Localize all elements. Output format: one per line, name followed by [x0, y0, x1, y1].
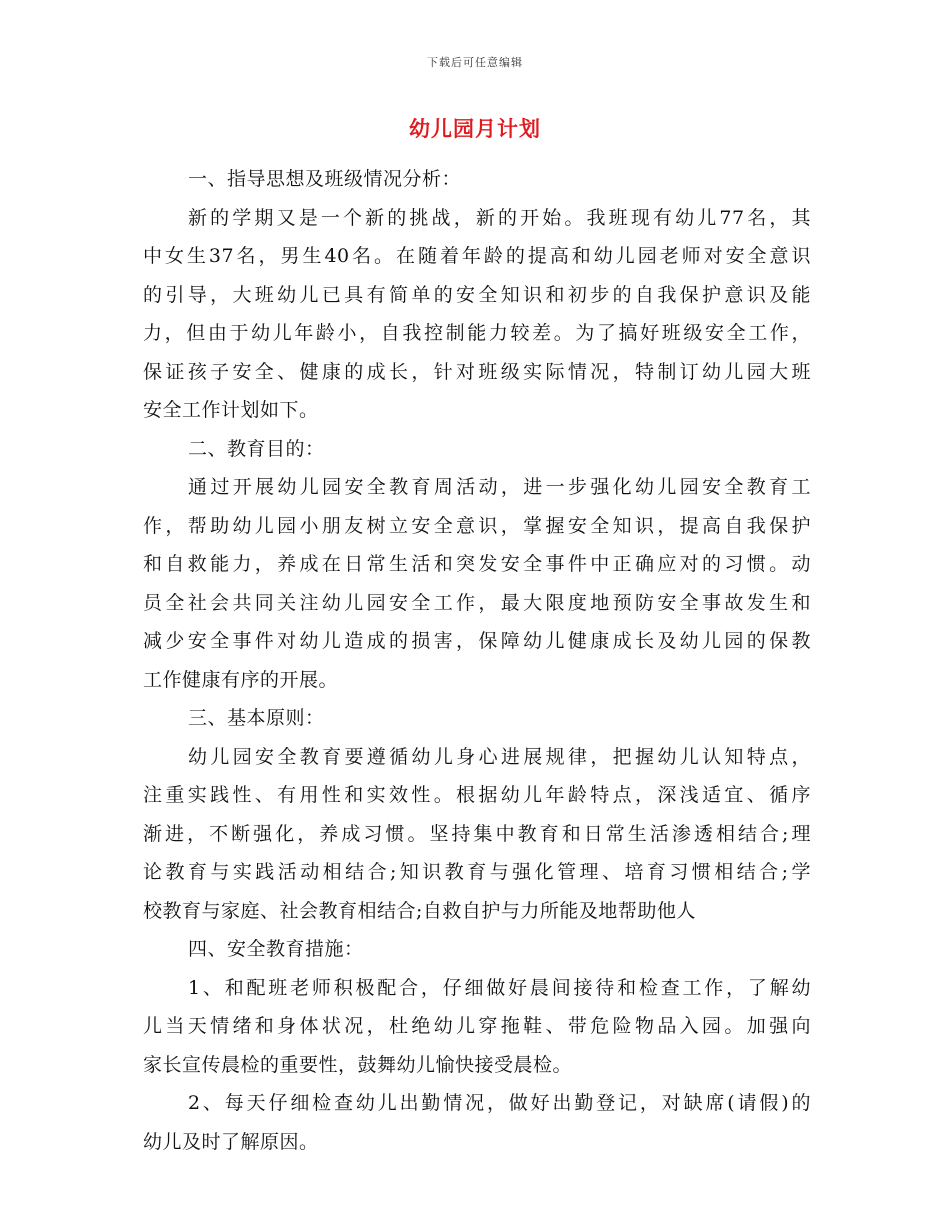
text-line: 保证孩子安全、健康的成长，针对班级实际情况，特制订幼儿园大班	[143, 360, 811, 383]
text-line: 力，但由于幼儿年龄小，自我控制能力较差。为了搞好班级安全工作，	[143, 322, 811, 344]
text-line: 通过开展幼儿园安全教育周活动，进一步强化幼儿园安全教育工	[188, 476, 811, 498]
text-line: 论教育与实践活动相结合;知识教育与强化管理、培育习惯相结合;学	[143, 861, 811, 883]
text-line: 三、基本原则：	[188, 707, 325, 729]
text-line: 的引导，大班幼儿已具有简单的安全知识和初步的自我保护意识及能	[143, 283, 811, 306]
document-title: 幼儿园月计划	[409, 116, 541, 141]
text-line: 工作健康有序的开展。	[143, 668, 339, 691]
text-line: 减少安全事件对幼儿造成的损害，保障幼儿健康成长及幼儿园的保教	[143, 630, 811, 652]
text-line: 儿当天情绪和身体状况，杜绝幼儿穿拖鞋、带危险物品入园。加强向	[143, 1015, 811, 1037]
text-line: 1、和配班老师积极配合，仔细做好晨间接待和检查工作，了解幼	[188, 976, 811, 999]
text-line: 注重实践性、有用性和实效性。根据幼儿年龄特点，深浅适宜、循序	[143, 784, 811, 806]
text-line: 新的学期又是一个新的挑战，新的开始。我班现有幼儿77名，其	[188, 206, 811, 229]
text-line: 二、教育目的：	[188, 437, 325, 460]
header-note: 下载后可任意编辑	[427, 56, 523, 69]
text-line: 作，帮助幼儿园小朋友树立安全意识，掌握安全知识，提高自我保护	[143, 514, 811, 537]
text-line: 中女生37名，男生40名。在随着年龄的提高和幼儿园老师对安全意识	[143, 245, 811, 267]
text-line: 一、指导思想及班级情况分析：	[188, 168, 462, 190]
text-line: 渐进，不断强化，养成习惯。坚持集中教育和日常生活渗透相结合;理	[143, 822, 811, 845]
text-line: 2、每天仔细检查幼儿出勤情况，做好出勤登记，对缺席(请假)的	[188, 1092, 811, 1114]
document-body	[143, 160, 811, 1161]
text-line: 四、安全教育措施：	[188, 938, 364, 960]
text-line: 校教育与家庭、社会教育相结合;自救自护与力所能及地帮助他人	[143, 899, 696, 922]
text-line: 安全工作计划如下。	[143, 399, 319, 421]
text-line: 和自救能力，养成在日常生活和突发安全事件中正确应对的习惯。动	[143, 553, 811, 575]
text-line: 家长宣传晨检的重要性，鼓舞幼儿愉快接受晨检。	[143, 1053, 573, 1076]
text-line: 员全社会共同关注幼儿园安全工作，最大限度地预防安全事故发生和	[143, 591, 811, 614]
text-line: 幼儿及时了解原因。	[143, 1130, 319, 1153]
text-line: 幼儿园安全教育要遵循幼儿身心进展规律，把握幼儿认知特点，	[188, 745, 811, 768]
